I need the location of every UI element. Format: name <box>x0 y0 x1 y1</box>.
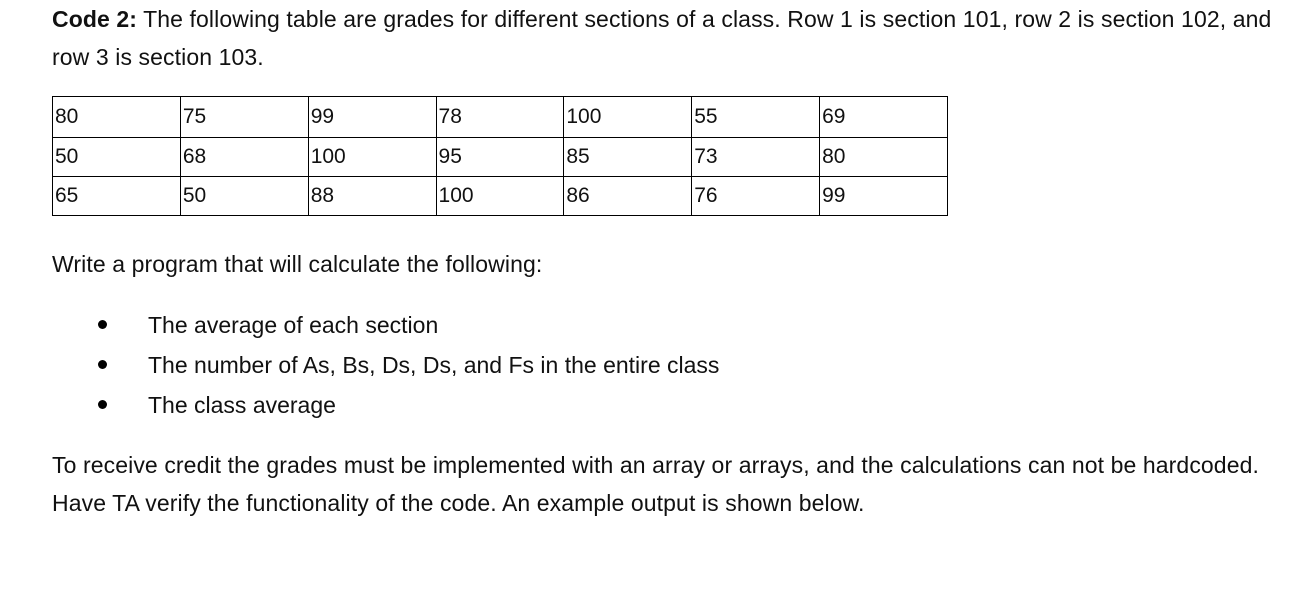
list-item-text: The number of As, Bs, Ds, Ds, and Fs in the entire class <box>148 352 720 378</box>
grade-cell: 99 <box>820 177 948 216</box>
grade-cell: 95 <box>436 138 564 177</box>
grade-cell: 50 <box>53 138 181 177</box>
code-label: Code 2: <box>52 6 138 32</box>
task-heading: Write a program that will calculate the following: <box>52 251 543 277</box>
grades-table <box>52 96 948 216</box>
grade-cell: 73 <box>692 138 820 177</box>
grade-cell: 80 <box>53 97 181 138</box>
grade-cell: 100 <box>308 138 436 177</box>
list-item <box>148 345 719 385</box>
table-row <box>53 177 948 216</box>
list-item-text: The average of each section <box>148 312 439 338</box>
grade-cell: 50 <box>180 177 308 216</box>
grade-cell: 86 <box>564 177 692 216</box>
grade-cell: 100 <box>436 177 564 216</box>
intro-paragraph <box>52 0 1282 76</box>
table-row <box>53 97 948 138</box>
list-item <box>148 385 719 425</box>
list-item <box>148 305 719 345</box>
grade-cell: 69 <box>820 97 948 138</box>
grade-cell: 80 <box>820 138 948 177</box>
list-item-text: The class average <box>148 392 336 418</box>
bullet-icon <box>98 400 107 409</box>
grade-cell: 68 <box>180 138 308 177</box>
grade-cell: 76 <box>692 177 820 216</box>
bullet-icon <box>98 320 107 329</box>
intro-text: The following table are grades for different sections of a class. Row 1 is section 101, row 2 is section 102, and row 3 is section 103. <box>52 6 1272 70</box>
grade-cell: 99 <box>308 97 436 138</box>
credit-paragraph: To receive credit the grades must be implemented with an array or arrays, and the calculations can not be hardcoded. Have TA verify the functionality of the code. An example output is shown below. <box>52 452 1259 516</box>
grade-cell: 78 <box>436 97 564 138</box>
bullet-icon <box>98 360 107 369</box>
grade-cell: 88 <box>308 177 436 216</box>
grade-cell: 65 <box>53 177 181 216</box>
grade-cell: 75 <box>180 97 308 138</box>
grade-cell: 55 <box>692 97 820 138</box>
task-list <box>148 305 719 425</box>
grade-cell: 100 <box>564 97 692 138</box>
table-row <box>53 138 948 177</box>
grade-cell: 85 <box>564 138 692 177</box>
